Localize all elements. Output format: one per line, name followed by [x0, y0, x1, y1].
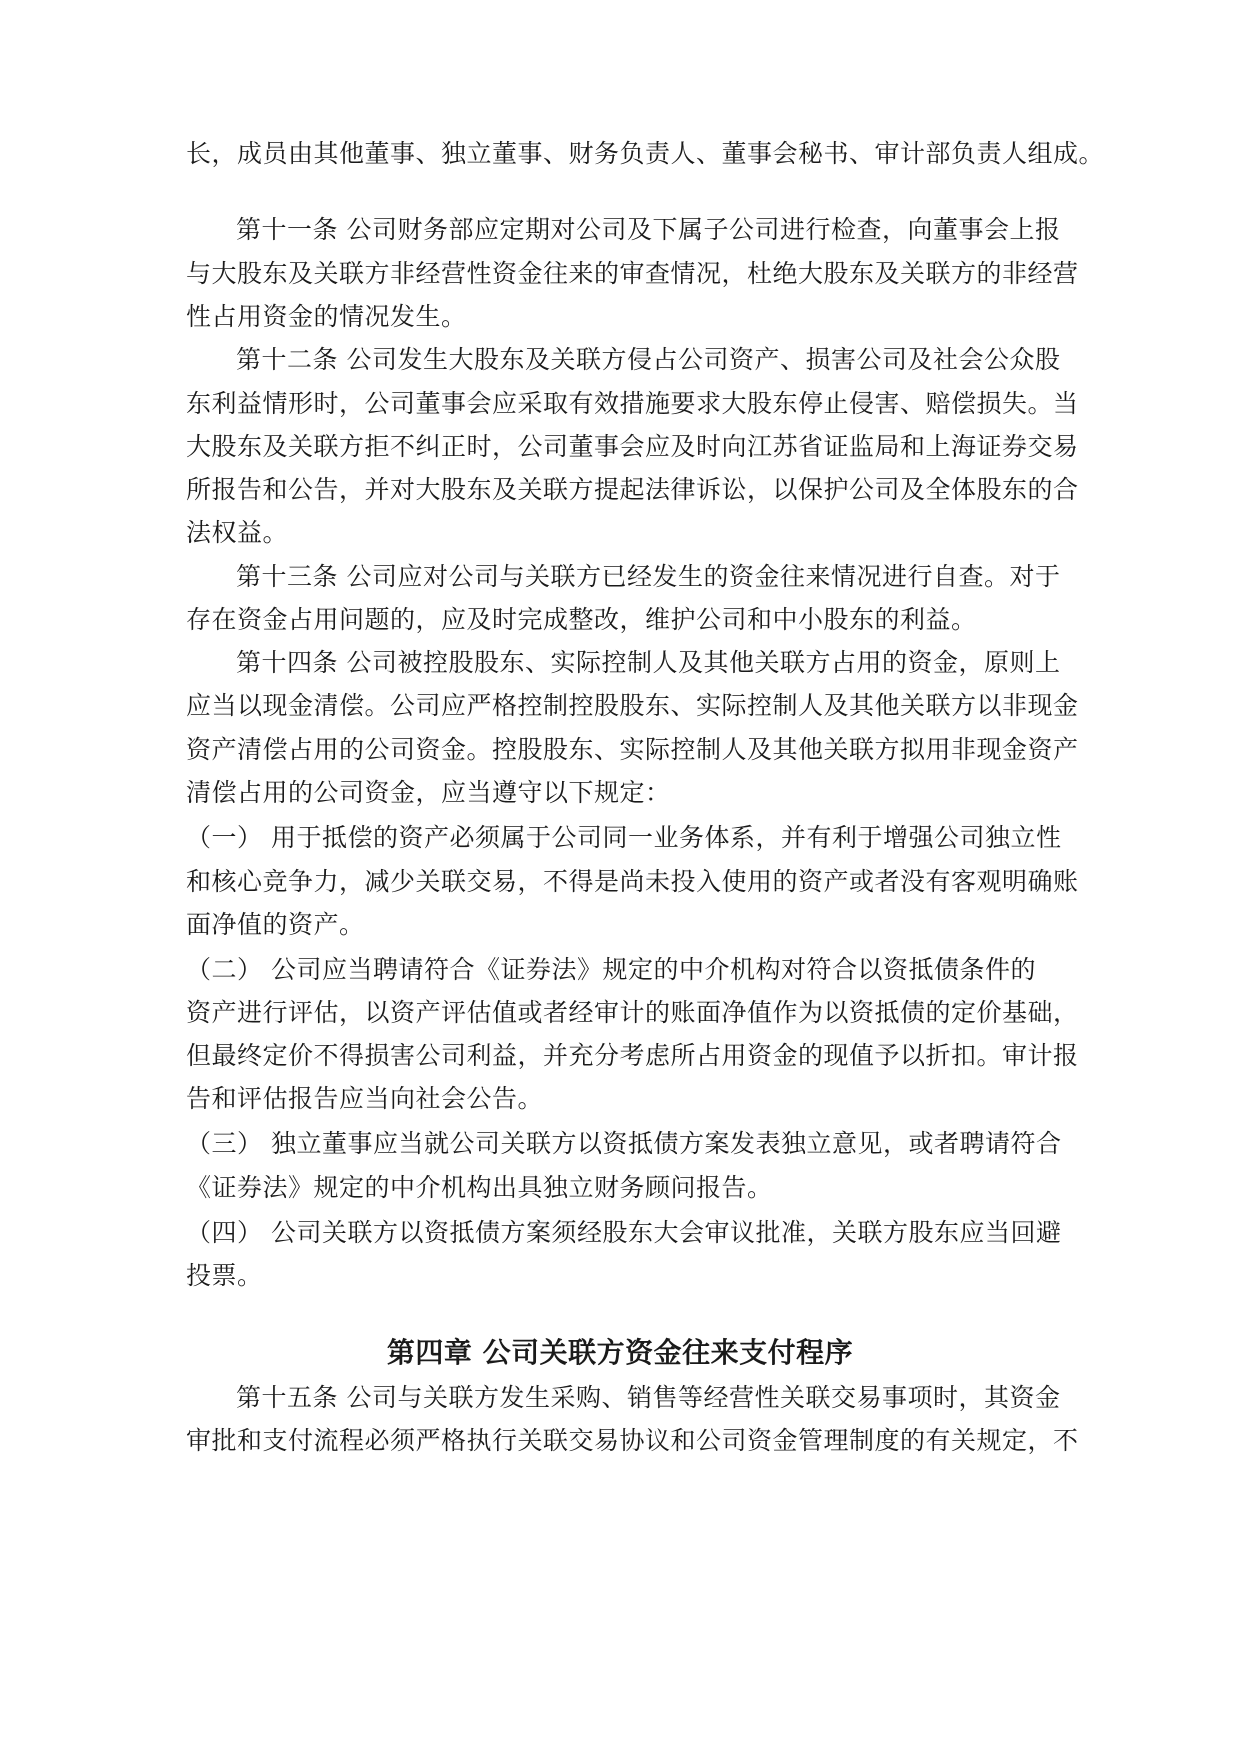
article-15-line: 第十五条 公司与关联方发生采购、销售等经营性关联交易事项时，其资金 [236, 1383, 1061, 1412]
article-13-line: 第十三条 公司应对公司与关联方已经发生的资金往来情况进行自查。对于 [236, 562, 1061, 591]
text-line: 长，成员由其他董事、独立董事、财务负责人、董事会秘书、审计部负责人组成。 [186, 139, 1105, 168]
text-line: 告和评估报告应当向社会公告。 [186, 1084, 544, 1113]
clause-1-line: （一） 用于抵偿的资产必须属于公司同一业务体系，并有利于增强公司独立性 [186, 823, 1062, 852]
clause-2-line: （二） 公司应当聘请符合《证券法》规定的中介机构对符合以资抵债条件的 [186, 955, 1036, 984]
clause-4-line: （四） 公司关联方以资抵债方案须经股东大会审议批准，关联方股东应当回避 [186, 1218, 1062, 1247]
text-line: 与大股东及关联方非经营性资金往来的审查情况，杜绝大股东及关联方的非经营 [186, 259, 1079, 288]
text-line: 法权益。 [186, 518, 289, 547]
clause-3-line: （三） 独立董事应当就公司关联方以资抵债方案发表独立意见，或者聘请符合 [186, 1129, 1062, 1158]
text-line: 应当以现金清偿。公司应严格控制控股股东、实际控制人及其他关联方以非现金 [186, 691, 1079, 720]
text-line: 资产清偿占用的公司资金。控股股东、实际控制人及其他关联方拟用非现金资产 [186, 735, 1079, 764]
text-line: 《证券法》规定的中介机构出具独立财务顾问报告。 [186, 1173, 773, 1202]
text-line: 性占用资金的情况发生。 [186, 302, 467, 331]
text-line: 存在资金占用问题的，应及时完成整改，维护公司和中小股东的利益。 [186, 605, 977, 634]
text-line: 面净值的资产。 [186, 910, 365, 939]
text-line: 东利益情形时，公司董事会应采取有效措施要求大股东停止侵害、赔偿损失。当 [186, 389, 1079, 418]
text-line: 资产进行评估，以资产评估值或者经审计的账面净值作为以资抵债的定价基础， [186, 998, 1079, 1027]
text-line: 大股东及关联方拒不纠正时，公司董事会应及时向江苏省证监局和上海证券交易 [186, 432, 1079, 461]
chapter-heading: 第四章 公司关联方资金往来支付程序 [386, 1336, 854, 1369]
article-14-line: 第十四条 公司被控股股东、实际控制人及其他关联方占用的资金，原则上 [236, 648, 1061, 677]
text-line: 和核心竞争力，减少关联交易，不得是尚未投入使用的资产或者没有客观明确账 [186, 867, 1079, 896]
text-line: 但最终定价不得损害公司利益，并充分考虑所占用资金的现值予以折扣。审计报 [186, 1041, 1079, 1070]
text-line: 所报告和公告，并对大股东及关联方提起法律诉讼，以保护公司及全体股东的合 [186, 475, 1079, 504]
text-line: 审批和支付流程必须严格执行关联交易协议和公司资金管理制度的有关规定，不 [186, 1426, 1079, 1455]
text-line: 清偿占用的公司资金，应当遵守以下规定： [186, 778, 671, 807]
article-12-line: 第十二条 公司发生大股东及关联方侵占公司资产、损害公司及社会公众股 [236, 345, 1061, 374]
text-line: 投票。 [186, 1261, 263, 1290]
article-11-line: 第十一条 公司财务部应定期对公司及下属子公司进行检查，向董事会上报 [236, 215, 1061, 244]
